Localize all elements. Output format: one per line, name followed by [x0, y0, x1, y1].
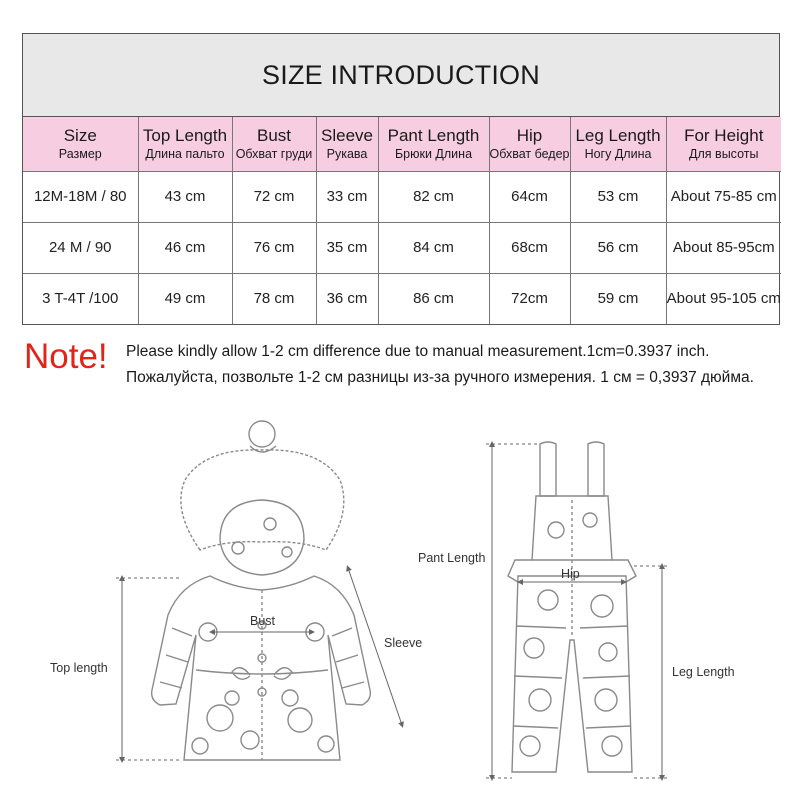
jacket-sketch-icon	[152, 421, 371, 760]
cell-bust: 78 cm	[232, 273, 316, 324]
note-text-russian: Пожалуйста, позвольте 1-2 см разницы из-за ручного измерения. 1 см = 0,3937 дюйма.	[126, 369, 754, 386]
cell-hip: 72cm	[489, 273, 570, 324]
header-size: Size Размер	[23, 117, 138, 171]
cell-size: 24 M / 90	[23, 222, 138, 273]
cell-sleeve: 36 cm	[316, 273, 378, 324]
jacket-measure-lines	[116, 568, 402, 760]
cell-top-length: 43 cm	[138, 171, 232, 222]
header-hip: Hip Обхват бедер	[489, 117, 570, 171]
cell-hip: 64cm	[489, 171, 570, 222]
cell-pant-length: 86 cm	[378, 273, 489, 324]
table-row	[23, 222, 781, 273]
size-chart-grid	[23, 117, 781, 324]
header-bust: Bust Обхват груди	[232, 117, 316, 171]
label-top-length: Top length	[50, 661, 108, 675]
table-title: SIZE INTRODUCTION	[23, 34, 779, 117]
header-top-length: Top Length Длина пальто	[138, 117, 232, 171]
note-label: Note!	[24, 337, 108, 376]
measurement-diagram	[0, 400, 800, 800]
cell-pant-length: 84 cm	[378, 222, 489, 273]
cell-for-height: About 95-105 cm	[666, 273, 781, 324]
header-sleeve: Sleeve Рукава	[316, 117, 378, 171]
cell-sleeve: 33 cm	[316, 171, 378, 222]
pants-sketch-icon	[508, 442, 636, 772]
header-for-height: For Height Для высоты	[666, 117, 781, 171]
cell-for-height: About 75-85 cm	[666, 171, 781, 222]
cell-size: 3 T-4T /100	[23, 273, 138, 324]
header-leg-length: Leg Length Ногу Длина	[570, 117, 666, 171]
cell-bust: 76 cm	[232, 222, 316, 273]
cell-hip: 68cm	[489, 222, 570, 273]
label-sleeve: Sleeve	[384, 636, 423, 650]
cell-pant-length: 82 cm	[378, 171, 489, 222]
cell-for-height: About 85-95cm	[666, 222, 781, 273]
size-table	[22, 33, 780, 325]
label-leg-length: Leg Length	[672, 665, 735, 679]
cell-leg-length: 56 cm	[570, 222, 666, 273]
table-row	[23, 273, 781, 324]
header-row	[23, 117, 781, 171]
cell-size: 12M-18M / 80	[23, 171, 138, 222]
label-bust: Bust	[250, 614, 276, 628]
cell-sleeve: 35 cm	[316, 222, 378, 273]
cell-top-length: 49 cm	[138, 273, 232, 324]
label-hip: Hip	[561, 567, 580, 581]
cell-leg-length: 53 cm	[570, 171, 666, 222]
cell-leg-length: 59 cm	[570, 273, 666, 324]
cell-top-length: 46 cm	[138, 222, 232, 273]
note-text-english: Please kindly allow 1-2 cm difference due to manual measurement.1cm=0.3937 inch.	[126, 343, 710, 360]
table-row	[23, 171, 781, 222]
label-pant-length: Pant Length	[418, 551, 486, 565]
header-pant-length: Pant Length Брюки Длина	[378, 117, 489, 171]
cell-bust: 72 cm	[232, 171, 316, 222]
